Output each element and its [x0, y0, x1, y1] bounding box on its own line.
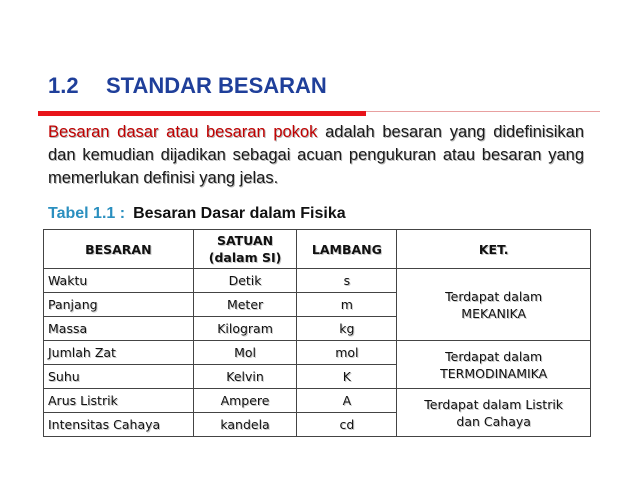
base-quantities-table	[43, 229, 591, 437]
definition-highlight: Besaran dasar atau besaran pokok	[48, 123, 318, 141]
header-ket: KET.	[397, 230, 591, 269]
cell-satuan: kandela	[193, 413, 297, 437]
title-underline-red	[38, 111, 366, 116]
header-satuan	[193, 230, 297, 269]
page-title	[48, 73, 327, 99]
definition-rest: adalah besaran yang didefinisikan dan kemudian dijadikan sebagai acuan pengukuran atau besaran yang memerlukan definisi yang jelas.	[48, 123, 584, 187]
table-row	[44, 269, 591, 293]
cell-ket-listrik-cahaya	[397, 389, 591, 437]
cell-ket-mekanika	[397, 269, 591, 341]
table-header-row	[44, 230, 591, 269]
cell-lambang: kg	[297, 317, 397, 341]
table-caption	[48, 205, 346, 223]
cell-ket-termodinamika	[397, 341, 591, 389]
cell-satuan: Meter	[193, 293, 297, 317]
ket-line2: TERMODINAMIKA	[440, 365, 548, 381]
cell-lambang: s	[297, 269, 397, 293]
cell-satuan: Kilogram	[193, 317, 297, 341]
cell-lambang: A	[297, 389, 397, 413]
ket-line2: MEKANIKA	[461, 305, 527, 321]
definition-paragraph	[48, 121, 584, 190]
cell-lambang: K	[297, 365, 397, 389]
ket-line1: Terdapat dalam	[445, 348, 543, 364]
table-row	[44, 341, 591, 365]
cell-lambang: m	[297, 293, 397, 317]
header-satuan-line2: (dalam SI)	[208, 250, 282, 265]
ket-line1: Terdapat dalam Listrik	[424, 396, 564, 412]
cell-lambang: cd	[297, 413, 397, 437]
cell-satuan: Kelvin	[193, 365, 297, 389]
cell-besaran: Suhu	[44, 365, 194, 389]
cell-besaran: Waktu	[44, 269, 194, 293]
cell-besaran: Arus Listrik	[44, 389, 194, 413]
section-title: STANDAR BESARAN	[106, 73, 327, 98]
cell-besaran: Panjang	[44, 293, 194, 317]
table-caption-text: Besaran Dasar dalam Fisika	[133, 205, 346, 222]
ket-line2: dan Cahaya	[456, 413, 531, 429]
cell-besaran: Jumlah Zat	[44, 341, 194, 365]
title-underline-thin	[366, 111, 600, 112]
cell-lambang: mol	[297, 341, 397, 365]
ket-line1: Terdapat dalam	[445, 288, 543, 304]
table-caption-label: Tabel 1.1 :	[48, 205, 126, 222]
section-number: 1.2	[48, 73, 79, 98]
header-satuan-line1: SATUAN	[216, 233, 274, 248]
cell-besaran: Massa	[44, 317, 194, 341]
cell-satuan: Mol	[193, 341, 297, 365]
cell-satuan: Ampere	[193, 389, 297, 413]
header-besaran: BESARAN	[44, 230, 194, 269]
table-row	[44, 389, 591, 413]
header-lambang: LAMBANG	[297, 230, 397, 269]
cell-satuan: Detik	[193, 269, 297, 293]
cell-besaran: Intensitas Cahaya	[44, 413, 194, 437]
